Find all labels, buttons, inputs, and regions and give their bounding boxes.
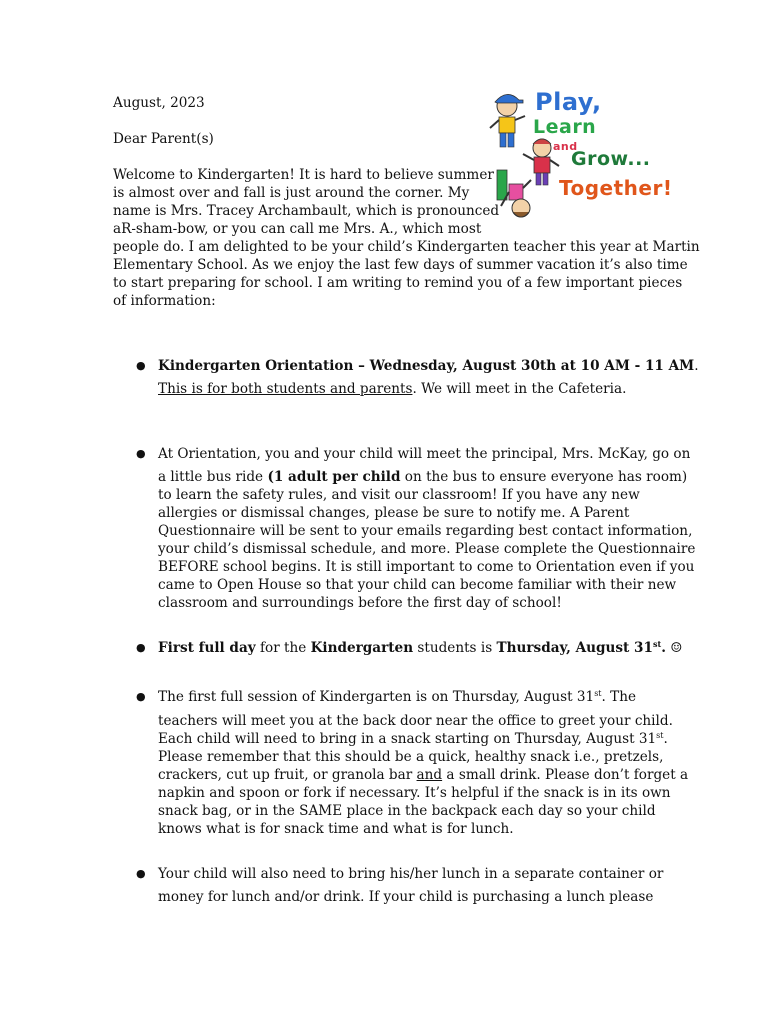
bus-room-text: on the bus to ensure everyone has room) xyxy=(400,469,688,485)
snack-line: napkin and spoon or fork if necessary. It’s helpful if the snack is in its own xyxy=(158,785,671,801)
and-underlined-text: and xyxy=(416,767,443,783)
intro-line: to start preparing for school. I am writing to remind you of a few important pieces xyxy=(113,275,683,291)
letter-greeting: Dear Parent(s) xyxy=(113,131,214,147)
orientation-detail-line: BEFORE school begins. It is still important to come to Orientation even if you xyxy=(158,559,695,575)
orientation-location-text: . We will meet in the Cafeteria. xyxy=(412,381,627,397)
first-day-connector: for the xyxy=(255,640,311,656)
orientation-detail-line: classroom and surroundings before the first day of school! xyxy=(158,595,562,611)
session-text: The first full session of Kindergarten is on Thursday, August 31 xyxy=(158,689,595,705)
logo-grow-text: Grow... xyxy=(571,148,651,170)
orientation-heading xyxy=(158,357,699,375)
first-day-line xyxy=(158,639,682,657)
orientation-audience-text: This is for both students and parents xyxy=(158,381,413,397)
orientation-detail-line: came to Open House so that your child can become familiar with their new xyxy=(158,577,677,593)
kindergarten-text: Kindergarten xyxy=(310,640,414,656)
snack-options-text: crackers, cut up fruit, or granola bar xyxy=(158,767,417,783)
first-full-day-text: First full day xyxy=(158,640,256,656)
snack-drink-text: a small drink. Please don’t forget a xyxy=(442,767,689,783)
logo-together-text: Together! xyxy=(559,176,673,200)
orientation-date-text: Kindergarten Orientation – Wednesday, August 30th at 10 AM - 11 AM xyxy=(158,358,695,374)
date-suffix: st xyxy=(594,689,602,698)
intro-line: Welcome to Kindergarten! It is hard to believe summer xyxy=(113,167,494,183)
lunch-line: money for lunch and/or drink. If your child is purchasing a lunch please xyxy=(158,889,654,905)
bullet-icon: ● xyxy=(136,447,146,460)
intro-line: people do. I am delighted to be your child’s Kindergarten teacher this year at Martin xyxy=(113,239,700,255)
first-day-period: . xyxy=(661,640,666,656)
bus-ride-text: a little bus ride xyxy=(158,469,268,485)
logo-learn-text: Learn xyxy=(533,116,597,138)
date-suffix: st xyxy=(652,639,662,649)
session-text-end: . The xyxy=(601,689,637,705)
bullet-icon: ● xyxy=(136,867,146,880)
intro-line: name is Mrs. Tracey Archambault, which is pronounced xyxy=(113,203,500,219)
snack-line: knows what is for snack time and what is for lunch. xyxy=(158,821,514,837)
orientation-detail-line: to learn the safety rules, and visit our classroom! If you have any new xyxy=(158,487,640,503)
snack-line xyxy=(158,766,688,784)
first-day-date: Thursday, August 31 xyxy=(496,640,653,656)
bullet-icon: ● xyxy=(136,641,146,654)
orientation-period: . xyxy=(694,358,699,374)
intro-line: of information: xyxy=(113,293,216,309)
date-suffix: st xyxy=(656,731,664,740)
orientation-detail-line xyxy=(158,468,687,486)
first-day-connector: students is xyxy=(413,640,497,656)
snack-start-end: . xyxy=(663,731,668,747)
play-learn-grow-logo xyxy=(485,88,673,223)
orientation-detail-line: your child’s dismissal schedule, and more. Please complete the Questionnaire xyxy=(158,541,696,557)
logo-play-text: Play, xyxy=(535,88,602,116)
adult-per-child-text: (1 adult per child xyxy=(267,469,401,485)
snack-line xyxy=(158,688,636,706)
snack-line xyxy=(158,730,668,748)
orientation-detail-line: At Orientation, you and your child will meet the principal, Mrs. McKay, go on xyxy=(158,446,691,462)
first-day-date-text xyxy=(497,640,666,656)
intro-line: Elementary School. As we enjoy the last few days of summer vacation it’s also time xyxy=(113,257,688,273)
bullet-icon: ● xyxy=(136,690,146,703)
snack-line: Please remember that this should be a quick, healthy snack i.e., pretzels, xyxy=(158,749,664,765)
logo-and-text: and xyxy=(553,140,578,153)
snack-start-text: Each child will need to bring in a snack starting on Thursday, August 31 xyxy=(158,731,657,747)
orientation-detail-line: Questionnaire will be sent to your emails regarding best contact information, xyxy=(158,523,693,539)
snack-line: teachers will meet you at the back door near the office to greet your child. xyxy=(158,713,673,729)
intro-line: aR-sham-bow, or you can call me Mrs. A., which most xyxy=(113,221,482,237)
lunch-line: Your child will also need to bring his/her lunch in a separate container or xyxy=(158,866,664,882)
snack-line: snack bag, or in the SAME place in the backpack each day so your child xyxy=(158,803,656,819)
intro-line: is almost over and fall is just around the corner. My xyxy=(113,185,470,201)
letter-date: August, 2023 xyxy=(113,95,205,111)
orientation-detail-line: allergies or dismissal changes, please be sure to notify me. A Parent xyxy=(158,505,630,521)
bullet-icon: ● xyxy=(136,359,146,372)
orientation-note xyxy=(158,380,626,398)
smiley-icon: ☺ xyxy=(665,640,683,656)
